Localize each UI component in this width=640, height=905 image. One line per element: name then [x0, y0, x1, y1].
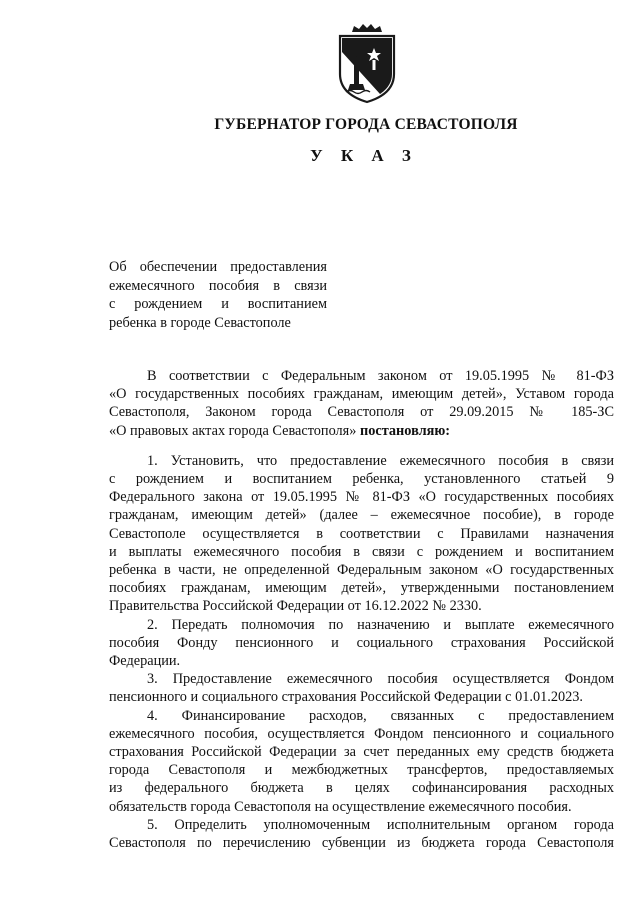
item-2-line: Федерации.	[109, 653, 181, 670]
item-1-line: Федерального закона от 19.05.1995 № 81-ФЗ «О государственных пособиях	[109, 489, 614, 506]
preamble-text: «О правовых актах города Севастополя»	[109, 422, 357, 439]
item-5-line: Севастополя по перечислению субвенции из бюджета города Севастополя	[109, 835, 614, 852]
item-3-line: пенсионного и социального страхования Российской Федерации с 01.01.2023.	[109, 689, 583, 706]
preamble-line: В соответствии с Федеральным законом от 19.05.1995 № 81-ФЗ	[147, 368, 614, 384]
preamble-line	[109, 422, 614, 440]
preamble-line: Севастополя, Законом города Севастополя от 29.09.2015 № 185-ЗС	[109, 404, 614, 421]
item-4-line: страхования Российской Федерации за счет переданных ему средств бюджета	[109, 744, 614, 761]
item-1-line: 1. Установить, что предоставление ежемесячного пособия в связи	[147, 452, 614, 469]
item-4-line: обязательств города Севастополя на осуществление ежемесячного пособия.	[109, 798, 572, 815]
item-3-line: 3. Предоставление ежемесячного пособия осуществляется Фондом	[147, 671, 614, 688]
governor-title: ГУБЕРНАТОР ГОРОДА СЕВАСТОПОЛЯ	[214, 116, 518, 133]
item-2-line: пособия Фонду пенсионного и социального страхования Российской	[109, 634, 614, 651]
item-4-line: ежемесячного пособия, осуществляется Фондом пенсионного и социального	[109, 725, 614, 742]
decree-body	[109, 367, 614, 852]
item-1-line: Правительства Российской Федерации от 16.12.2022 № 2330.	[109, 598, 482, 615]
resolution-word: постановляю:	[359, 422, 451, 439]
item-2-line: 2. Передать полномочия по назначению и выплате ежемесячного	[147, 616, 614, 633]
item-1-line: с рождением и воспитанием ребенка, установленного статьей 9	[109, 471, 614, 488]
subject-line: Об обеспечении предоставления	[109, 259, 327, 275]
paragraph-gap	[109, 440, 614, 452]
item-4-line: из федерального бюджета в целях софинансирования расходных	[109, 780, 614, 797]
subject-line: с рождением и воспитанием	[109, 296, 327, 313]
item-1-line: Севастополе осуществляется в соответствии с Правилами назначения	[109, 525, 614, 542]
subject-line: ребенка в городе Севастополе	[109, 314, 291, 331]
item-1-line: и выплаты ежемесячного пособия в связи с рождением и воспитанием	[109, 543, 614, 560]
sevastopol-coat-of-arms-icon	[330, 22, 404, 104]
decree-subject	[109, 258, 327, 332]
item-4-line: 4. Финансирование расходов, связанных с предоставлением	[147, 707, 614, 724]
item-5-line: 5. Определить уполномоченным исполнительным органом города	[147, 816, 614, 833]
item-1-line: пособиях гражданам, имеющим детей», утвержденными постановлением	[109, 580, 614, 597]
item-4-line: города Севастополя и межбюджетных трансфертов, предоставляемых	[109, 762, 614, 779]
item-1-line: гражданам, имеющим детей» (далее – ежемесячное пособие), в городе	[109, 507, 614, 524]
preamble-line: «О государственных пособиях гражданам, имеющим детей», Уставом города	[109, 386, 614, 403]
subject-line: ежемесячного пособия в связи	[109, 277, 327, 294]
item-1-line: ребенка в части, не определенной Федеральным законом «О государственных	[109, 562, 614, 579]
document-type-title: У К А З	[310, 146, 418, 165]
